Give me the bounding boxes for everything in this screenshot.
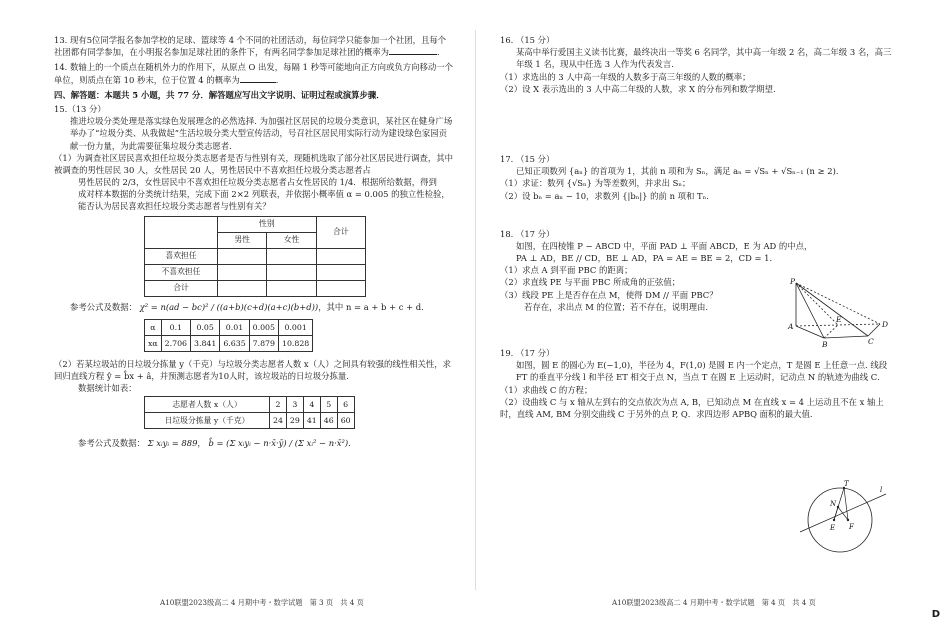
left-page <box>54 34 454 450</box>
question-17-part-2: （2）设 bₙ = aₙ − 10，求数列 {|bₙ|} 的前 n 项和 Tₙ． <box>500 190 715 201</box>
edge-cd <box>868 324 880 336</box>
label-n: N <box>830 500 837 508</box>
stats-x-cell: 5 <box>320 397 337 413</box>
edge-pe <box>796 283 838 325</box>
question-18-part-3: （3）线段 PE 上是否存在点 M，使得 DM // 平面 PBC？ <box>500 289 718 300</box>
question-19-heading: 19. （17 分） <box>500 348 555 358</box>
question-18-heading: 18. （17 分） <box>500 228 555 239</box>
pyramid-figure <box>784 278 894 348</box>
ct-row-like: 喜欢担任 <box>145 248 218 264</box>
ct-corner-cell <box>145 216 218 248</box>
ct-header-total: 合计 <box>316 216 365 248</box>
label-d: D <box>882 320 889 329</box>
point-f <box>847 519 849 521</box>
b-hat-formula: b̂ = (Σ xᵢyᵢ − n·x̄·ȳ) / (Σ xᵢ² − n·x̄²) <box>208 438 349 449</box>
edge-be <box>824 325 838 338</box>
question-18-part-1: （1）求点 A 到平面 PBC 的距离； <box>500 265 633 276</box>
right-page-footer: A10联盟2023级高二 4 月期中考・数学试题 第 4 页 共 4 页 <box>612 597 816 607</box>
stats-table-label: 数据统计如表： <box>78 383 137 394</box>
ct-row-total: 合计 <box>145 280 218 296</box>
question-17-body: 已知正项数列 {aₙ} 的首项为 1，其前 n 项和为 Sₙ，满足 aₙ = √Sₙ + √Sₙ₋₁ (n ≥ 2)． <box>516 166 845 177</box>
stats-x-cell: 4 <box>303 397 320 413</box>
question-13: 13. 现有5位同学报名参加学校的足球、篮球等 4 个不同的社团活动，每位同学只能参加一个社团，且每个社团都有同学参加，在小明报名参加足球社团的条件下，有两名同学参加足球社团的概率为 . <box>54 35 447 58</box>
alpha-cell: 0.001 <box>278 319 312 335</box>
question-19-part-1: （1）求曲线 C 的方程； <box>500 384 593 395</box>
question-19-body: 如图，圆 E 的圆心为 E(−1,0)，半径为 4，F(1,0) 是圆 E 内一个定点，T 是圆 E 上任意一点. 线段 FT 的垂直平分线 l 和半径 ET 相交于点 N，当点 T 在圆 E 上运动时，记动点 N 的轨迹为曲线 C． <box>516 360 888 383</box>
question-16-part-2: （2）设 X 表示选出的 3 人中高二年级的人数，求 X 的分布列和数学期望. <box>500 83 776 94</box>
sum-xy-value: Σ xᵢyᵢ = 889 <box>147 438 198 449</box>
ct-row-dislike: 不喜欢担任 <box>145 264 218 280</box>
edge-ab <box>796 326 824 338</box>
page-gutter <box>475 30 476 590</box>
alpha-cell: α <box>145 319 162 335</box>
question-17-heading: 17. （15 分） <box>500 153 555 164</box>
label-f: F <box>849 523 854 531</box>
chi-square-formula: χ² = n(ad − bc)² / ((a+b)(c+d)(a+c)(b+d)) <box>139 301 319 312</box>
stats-x-cell: 2 <box>270 397 287 413</box>
chi-square-reference: 参考公式及数据： χ² = n(ad − bc)² / ((a+b)(c+d)(a+c)(b+d))，其中 n = a + b + c + d． <box>70 301 430 312</box>
label-t: T <box>844 480 849 488</box>
label-a: A <box>788 322 794 331</box>
circle-figure <box>796 480 892 558</box>
stats-y-cell: 29 <box>286 413 303 429</box>
contingency-table <box>144 216 366 297</box>
critical-value-cell: 3.841 <box>191 335 220 351</box>
question-16-heading: 16. （15 分） <box>500 35 555 45</box>
stats-y-cell: 41 <box>303 413 320 429</box>
critical-value-cell: 10.828 <box>278 335 312 351</box>
label-e: E <box>830 524 836 532</box>
critical-value-table <box>144 319 313 352</box>
edge-pc <box>796 283 868 336</box>
question-19-part-2: （2）设曲线 C 与 x 轴从左到右的交点依次为点 A, B，已知动点 M 在直线 x = 4 上运动且不在 x 轴上时，直线 AM, BM 分别交曲线 C 于另外的点 P, Q．求四边形 APBQ 面积的最大值. <box>500 396 884 419</box>
edge-pb <box>796 283 824 338</box>
question-15-part-1b: 男性居民的 2/3，女性居民中不喜欢担任垃圾分类志愿者占女性居民的 1/4．根据所给数据，得到 <box>78 177 437 188</box>
alpha-cell: 0.1 <box>161 319 190 335</box>
stats-y-cell: 24 <box>270 413 287 429</box>
section-4-heading: 四、解答题：本题共 5 小题，共 77 分．解答题应写出文字说明、证明过程或演算步骤． <box>54 89 385 100</box>
critical-value-cell: 6.635 <box>220 335 249 351</box>
label-c: C <box>868 337 874 346</box>
alpha-row <box>145 319 313 335</box>
critical-value-cell: 7.879 <box>249 335 278 351</box>
corner-mark: D <box>931 608 940 620</box>
ct-header-female: 女性 <box>267 232 316 248</box>
question-15-part-2: （2）若某垃圾站的日垃圾分拣量 y（千克）与垃圾分类志愿者人数 x（人）之间具有较强的线性相关性，求回归直线方程 ŷ = b̂x + â，并预测志愿者为10人时，该垃圾站的日垃圾分拣量. <box>54 358 451 381</box>
question-18-part-3b: 若存在，求出点 M 的位置；若不存在，说明理由. <box>524 301 709 312</box>
edge-bc <box>824 336 868 338</box>
critical-value-row <box>145 335 313 351</box>
stats-x-cell: 6 <box>337 397 354 413</box>
stats-y-cell: 46 <box>320 413 337 429</box>
circle-e <box>808 488 872 552</box>
label-l: l <box>880 486 883 494</box>
question-15-intro: 推进垃圾分类处理是落实绿色发展理念的必然选择. 为加强社区居民的垃圾分类意识，某社区在健身广场举办了“垃圾分类、从我做起”生活垃圾分类大型宣传活动，号召社区居民用实际行动为建设绿色家园贡献一份力量，为此需要征集垃圾分类志愿者. <box>70 116 453 151</box>
question-16-part-1: （1）求选出的 3 人中高一年级的人数多于高三年级的人数的概率； <box>500 71 751 82</box>
regression-reference: 参考公式及数据： Σ xᵢyᵢ = 889， b̂ = (Σ xᵢyᵢ − n·x̄·ȳ) / (Σ xᵢ² − n·x̄²)． <box>78 438 357 449</box>
critical-value-cell: xα <box>145 335 162 351</box>
alpha-cell: 0.005 <box>249 319 278 335</box>
question-18-body: 如图，在四棱锥 P − ABCD 中，平面 PAD ⊥ 平面 ABCD，E 为 AD 的中点，PA ⊥ AD，BE // CD，BE ⊥ AD，PA = AE = BE = 2，CD = 1． <box>516 240 813 264</box>
stats-x-cell: 3 <box>286 397 303 413</box>
label-p: P <box>790 278 796 286</box>
question-15-part-1a: （1）为调查社区居民喜欢担任垃圾分类志愿者是否与性别有关，现随机选取了部分社区居民进行调查，其中被调查的男性居民 30 人，女性居民 20 人，男性居民中不喜欢担任垃圾分类志愿者占 <box>54 152 453 175</box>
point-n <box>837 506 839 508</box>
segment-ne <box>834 507 838 520</box>
regression-data-table <box>144 396 355 429</box>
question-14: 14. 数轴上的一个质点在随机外力的作用下，从原点 O 出发，每隔 1 秒等可能地向正方向或负方向移动一个单位，则质点在第 10 秒末，位于位置 4 的概率为 . <box>54 62 453 85</box>
stats-y-row: 日垃圾分拣量 y（千克） 24 29 41 46 60 <box>145 413 355 429</box>
right-page <box>500 34 895 420</box>
ct-header-gender: 性别 <box>218 216 317 232</box>
label-e: E <box>836 315 842 324</box>
question-18-part-2: （2）求直线 PE 与平面 PBC 所成角的正弦值； <box>500 277 681 288</box>
label-b: B <box>822 340 828 348</box>
question-17-part-1: （1）求证：数列 {√Sₙ} 为等差数列，并求出 Sₙ； <box>500 178 691 189</box>
critical-value-cell: 2.706 <box>161 335 190 351</box>
ct-header-male: 男性 <box>218 232 267 248</box>
stats-y-cell: 60 <box>337 413 354 429</box>
question-15-heading: 15.（13 分） <box>54 103 106 114</box>
question-16-body: 某高中举行爱国主义读书比赛，最终决出一等奖 6 名同学，其中高一年级 2 名，高二年级 3 名，高三年级 1 名，现从中任选 3 人作为代表发言. <box>516 47 892 70</box>
left-page-footer: A10联盟2023级高二 4 月期中考・数学试题 第 3 页 共 4 页 <box>160 597 364 607</box>
alpha-cell: 0.05 <box>191 319 220 335</box>
point-e <box>833 519 835 521</box>
stats-x-row: 志愿者人数 x（人） 2 3 4 5 6 <box>145 397 355 413</box>
alpha-cell: 0.01 <box>220 319 249 335</box>
edge-ad <box>796 324 880 326</box>
question-15-part-1c: 成对样本数据的分类统计结果，完成下面 2×2 列联表，并依据小概率值 α = 0.005 的独立性检验，能否认为居民喜欢担任垃圾分类志愿者与性别有关？ <box>78 189 450 212</box>
